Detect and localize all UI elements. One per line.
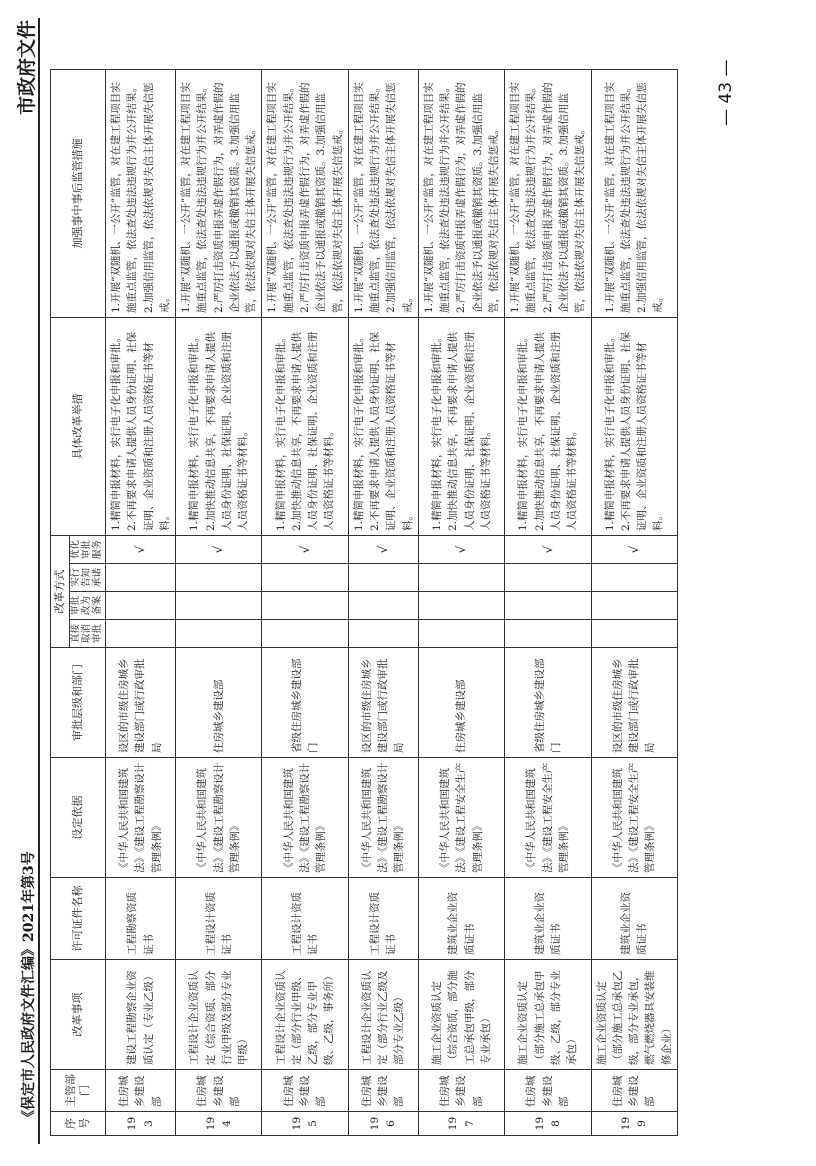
row-basis: 《中华人民共和国建筑法》《建设工程勘察设计管理条例》	[106, 758, 176, 878]
row-level: 住房城乡建设部	[176, 648, 262, 758]
row-license: 建筑业企业资质证书	[418, 878, 504, 960]
table-row	[106, 70, 176, 1136]
row-mode-commit	[591, 564, 677, 592]
col-mode-commit: 实行告知承诺	[70, 564, 106, 592]
row-license: 建筑业企业资质证书	[591, 878, 677, 960]
row-level: 省级住房城乡建设部门	[262, 648, 348, 758]
row-mode-optimize-check: √	[418, 536, 504, 564]
row-measures: 1.精简申报材料，实行电子化申报和审批。2.加快推动信息共享，不再要求申请人提供人员身份证明、社保证明、企业资质和注册人员资格证书等材料。	[418, 318, 504, 536]
row-mode-filing	[505, 592, 591, 620]
header-rule	[38, 18, 40, 1144]
row-basis: 《中华人民共和国建筑法》《建设工程安全生产管理条例》	[418, 758, 504, 878]
row-oversight: 1.开展“双随机、一公开”监管，对在建工程项目实施重点监管，依法查处违法违规行为并公开结果。2.严厉打击资质申报弄虚作假行为，对弄虚作假的企业依法予以通报或撤销其资质。3.加强信用监管，依法依规对失信主体开展失信惩戒。	[418, 70, 504, 318]
row-oversight: 1.开展“双随机、一公开”监管，对在建工程项目实施重点监管，依法查处违法违规行为并公开结果。2.严厉打击资质申报弄虚作假行为，对弄虚作假的企业依法予以通报或撤销其资质。3.加强信用监管，依法依规对失信主体开展失信惩戒。	[505, 70, 591, 318]
col-seq: 序号	[51, 1112, 106, 1136]
row-item: 建设工程勘察企业资质认定（专业乙级）	[106, 960, 176, 1070]
table-row	[591, 70, 677, 1136]
table-row	[176, 70, 262, 1136]
row-item: 工程设计企业资质认定（部分行业乙级及部分专业乙级）	[348, 960, 418, 1070]
row-mode-optimize-check: √	[591, 536, 677, 564]
row-oversight: 1.开展“双随机、一公开”监管，对在建工程项目实施重点监管，依法查处违法违规行为并公开结果。2.严厉打击资质申报弄虚作假行为，对弄虚作假的企业依法予以通报或撤销其资质。3.加强信用监管，依法依规对失信主体开展失信惩戒。	[262, 70, 348, 318]
row-license: 工程勘察资质证书	[106, 878, 176, 960]
row-seq: 194	[176, 1112, 262, 1136]
row-item: 施工企业资质认定（部分施工总承包乙级，部分专业承包，燃气燃烧器具安装维修企业）	[591, 960, 677, 1070]
row-dept: 住房城乡建设部	[505, 1070, 591, 1112]
row-mode-commit	[262, 564, 348, 592]
row-mode-filing	[262, 592, 348, 620]
row-measures: 1.精简申报材料，实行电子化申报和审批。2.加快推动信息共享，不再要求申请人提供人员身份证明、社保证明、企业资质和注册人员资格证书等材料。	[262, 318, 348, 536]
row-mode-commit	[106, 564, 176, 592]
row-mode-optimize-check: √	[106, 536, 176, 564]
row-mode-cancel	[591, 620, 677, 648]
row-mode-cancel	[505, 620, 591, 648]
col-measures: 具体改革举措	[51, 318, 106, 536]
row-mode-optimize-check: √	[505, 536, 591, 564]
row-mode-filing	[348, 592, 418, 620]
row-dept: 住房城乡建设部	[591, 1070, 677, 1112]
row-basis: 《中华人民共和国建筑法》《建设工程勘察设计管理条例》	[348, 758, 418, 878]
row-mode-optimize-check: √	[262, 536, 348, 564]
row-seq: 197	[418, 1112, 504, 1136]
col-dept: 主管部门	[51, 1070, 106, 1112]
row-seq: 196	[348, 1112, 418, 1136]
col-basis: 设定依据	[51, 758, 106, 878]
row-dept: 住房城乡建设部	[348, 1070, 418, 1112]
table-row	[505, 70, 591, 1136]
col-oversight: 加强事中事后监管措施	[51, 70, 106, 318]
row-mode-commit	[418, 564, 504, 592]
row-measures: 1.精简申报材料，实行电子化申报和审批。2.加快推动信息共享，不再要求申请人提供人员身份证明、社保证明、企业资质和注册人员资格证书等材料。	[176, 318, 262, 536]
col-item: 改革事项	[51, 960, 106, 1070]
row-mode-filing	[591, 592, 677, 620]
row-license: 工程设计资质证书	[348, 878, 418, 960]
row-item: 工程设计企业资质认定（部分行业甲级、乙级，部分专业甲级、乙级，事务所）	[262, 960, 348, 1070]
row-seq: 198	[505, 1112, 591, 1136]
row-seq: 195	[262, 1112, 348, 1136]
row-mode-commit	[176, 564, 262, 592]
row-measures: 1.精简申报材料，实行电子化申报和审批。2.不再要求申请人提供人员身份证明、社保证明、企业资质和注册人员资格证书等材料。	[348, 318, 418, 536]
row-mode-cancel	[106, 620, 176, 648]
col-reform-group: 改革方式	[51, 536, 70, 648]
col-mode-filing: 审批改为备案	[70, 592, 106, 620]
row-license: 建筑业企业资质证书	[505, 878, 591, 960]
running-head: 《保定市人民政府文件汇编》2021年第3号	[21, 851, 37, 1124]
row-mode-filing	[418, 592, 504, 620]
row-basis: 《中华人民共和国建筑法》《建设工程勘察设计管理条例》	[176, 758, 262, 878]
row-license: 工程设计资质证书	[176, 878, 262, 960]
col-mode-cancel: 直接取消审批	[70, 620, 106, 648]
header-row-1	[51, 70, 70, 1136]
row-measures: 1.精简申报材料，实行电子化申报和审批。2.加快推动信息共享，不再要求申请人提供人员身份证明、社保证明、企业资质和注册人员资格证书等材料。	[505, 318, 591, 536]
row-mode-optimize-check: √	[348, 536, 418, 564]
row-oversight: 1.开展“双随机、一公开”监管，对在建工程项目实施重点监管，依法查处违法违规行为并公开结果。2.加强信用监管，依法依规对失信主体开展失信惩戒。	[591, 70, 677, 318]
row-dept: 住房城乡建设部	[176, 1070, 262, 1112]
row-basis: 《中华人民共和国建筑法》《建设工程勘察设计管理条例》	[262, 758, 348, 878]
row-item: 施工企业资质认定（综合资质，部分施工总承包甲级，部分专业承包）	[418, 960, 504, 1070]
row-level: 设区的市级住房城乡建设部门或行政审批局	[591, 648, 677, 758]
row-level: 住房城乡建设部	[418, 648, 504, 758]
col-mode-optimize: 优化审批服务	[70, 536, 106, 564]
row-oversight: 1.开展“双随机、一公开”监管，对在建工程项目实施重点监管，依法查处违法违规行为并公开结果。2.加强信用监管，依法依规对失信主体开展失信惩戒。	[348, 70, 418, 318]
row-oversight: 1.开展“双随机、一公开”监管，对在建工程项目实施重点监管，依法查处违法违规行为并公开结果。2.加强信用监管，依法依规对失信主体开展失信惩戒。	[106, 70, 176, 318]
row-basis: 《中华人民共和国建筑法》《建设工程安全生产管理条例》	[591, 758, 677, 878]
row-basis: 《中华人民共和国建筑法》《建设工程安全生产管理条例》	[505, 758, 591, 878]
row-level: 设区的市级住房城乡建设部门或行政审批局	[106, 648, 176, 758]
page-number: — 43 —	[716, 59, 736, 126]
row-dept: 住房城乡建设部	[418, 1070, 504, 1112]
row-item: 工程设计企业资质认定（综合资质、部分行业甲级及部分专业甲级）	[176, 960, 262, 1070]
row-oversight: 1.开展“双随机、一公开”监管，对在建工程项目实施重点监管，依法查处违法违规行为并公开结果。2.严厉打击资质申报弄虚作假行为，对弄虚作假的企业依法予以通报或撤销其资质。3.加强信用监管，依法依规对失信主体开展失信惩戒。	[176, 70, 262, 318]
row-mode-cancel	[262, 620, 348, 648]
table-row	[418, 70, 504, 1136]
row-mode-cancel	[418, 620, 504, 648]
row-mode-commit	[505, 564, 591, 592]
row-dept: 住房城乡建设部	[262, 1070, 348, 1112]
row-dept: 住房城乡建设部	[106, 1070, 176, 1112]
row-mode-optimize-check: √	[176, 536, 262, 564]
row-mode-cancel	[176, 620, 262, 648]
row-mode-cancel	[348, 620, 418, 648]
row-mode-commit	[348, 564, 418, 592]
table-row	[262, 70, 348, 1136]
col-license: 许可证件名称	[51, 878, 106, 960]
row-mode-filing	[176, 592, 262, 620]
table-row	[348, 70, 418, 1136]
row-seq: 193	[106, 1112, 176, 1136]
department-header: 市政府文件	[16, 20, 38, 116]
col-level: 审批层级和部门	[51, 648, 106, 758]
row-license: 工程设计资质证书	[262, 878, 348, 960]
reform-table	[50, 69, 678, 1136]
row-measures: 1.精简申报材料，实行电子化申报和审批。2.不再要求申请人提供人员身份证明、社保证明、企业资质和注册人员资格证书等材料。	[591, 318, 677, 536]
row-item: 施工企业资质认定（部分施工总承包甲级、乙级，部分专业承包）	[505, 960, 591, 1070]
row-seq: 199	[591, 1112, 677, 1136]
row-level: 设区的市级住房城乡建设部门或行政审批局	[348, 648, 418, 758]
row-measures: 1.精简申报材料，实行电子化申报和审批。2.不再要求申请人提供人员身份证明、社保证明、企业资质和注册人员资格证书等材料。	[106, 318, 176, 536]
table-body	[106, 70, 678, 1136]
row-mode-filing	[106, 592, 176, 620]
row-level: 省级住房城乡建设部门	[505, 648, 591, 758]
